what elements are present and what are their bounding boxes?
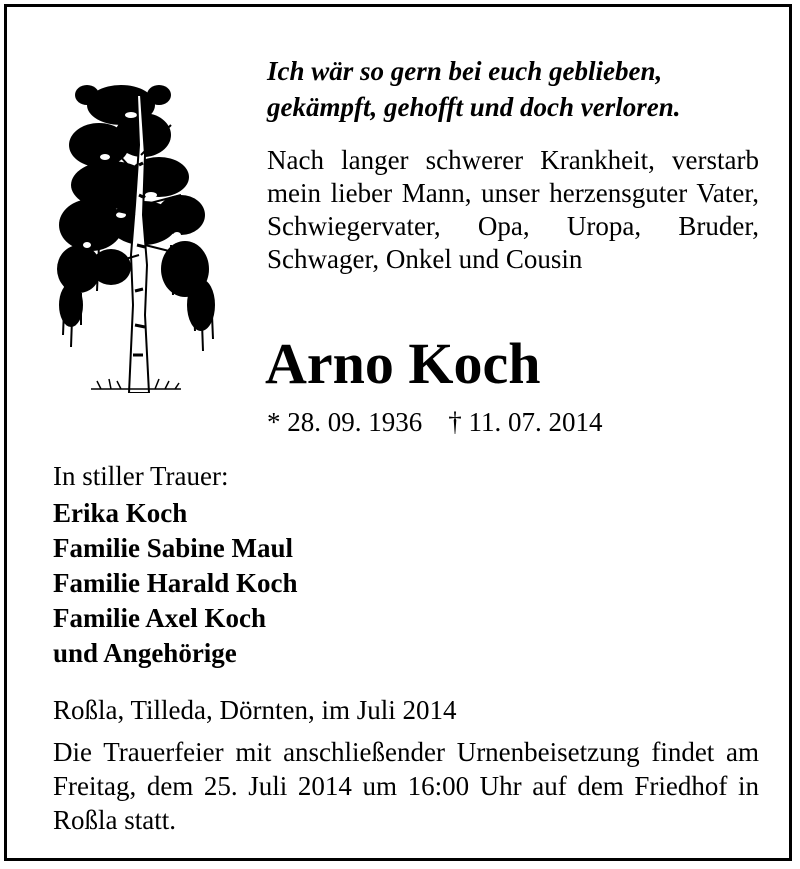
life-dates bbox=[267, 405, 603, 439]
mourner: Familie Harald Koch bbox=[53, 568, 298, 598]
deceased-name: Arno Koch bbox=[265, 331, 541, 396]
obituary-frame bbox=[4, 4, 792, 861]
birth-date: * 28. 09. 1936 bbox=[267, 407, 423, 437]
verse-line: gekämpft, gehofft und doch verloren. bbox=[267, 92, 681, 122]
verse-line: Ich wär so gern bei euch geblieben, bbox=[267, 56, 663, 86]
mourner: Familie Axel Koch bbox=[53, 603, 266, 633]
verse bbox=[267, 53, 767, 125]
mourners-list bbox=[53, 496, 297, 671]
intro-text: Nach langer schwerer Krankheit, verstarb mein lieber Mann, unser herzensguter Vater, Schwiegervater, Opa, Uropa, Bruder, Schwager, Onkel und Cousin bbox=[267, 145, 759, 274]
death-date: † 11. 07. 2014 bbox=[448, 407, 603, 437]
place-date: Roßla, Tilleda, Dörnten, im Juli 2014 bbox=[53, 695, 457, 725]
mourner: und Angehörige bbox=[53, 638, 237, 668]
mourner: Familie Sabine Maul bbox=[53, 533, 294, 563]
birch-tree-icon bbox=[51, 55, 221, 393]
funeral-notice: Die Trauerfeier mit anschließender Urnenbeisetzung findet am Freitag, dem 25. Juli 2014 um 16:00 Uhr auf dem Friedhof in Roßla statt. bbox=[53, 737, 759, 835]
mourning-label: In stiller Trauer: bbox=[53, 461, 229, 491]
mourner: Erika Koch bbox=[53, 498, 188, 528]
